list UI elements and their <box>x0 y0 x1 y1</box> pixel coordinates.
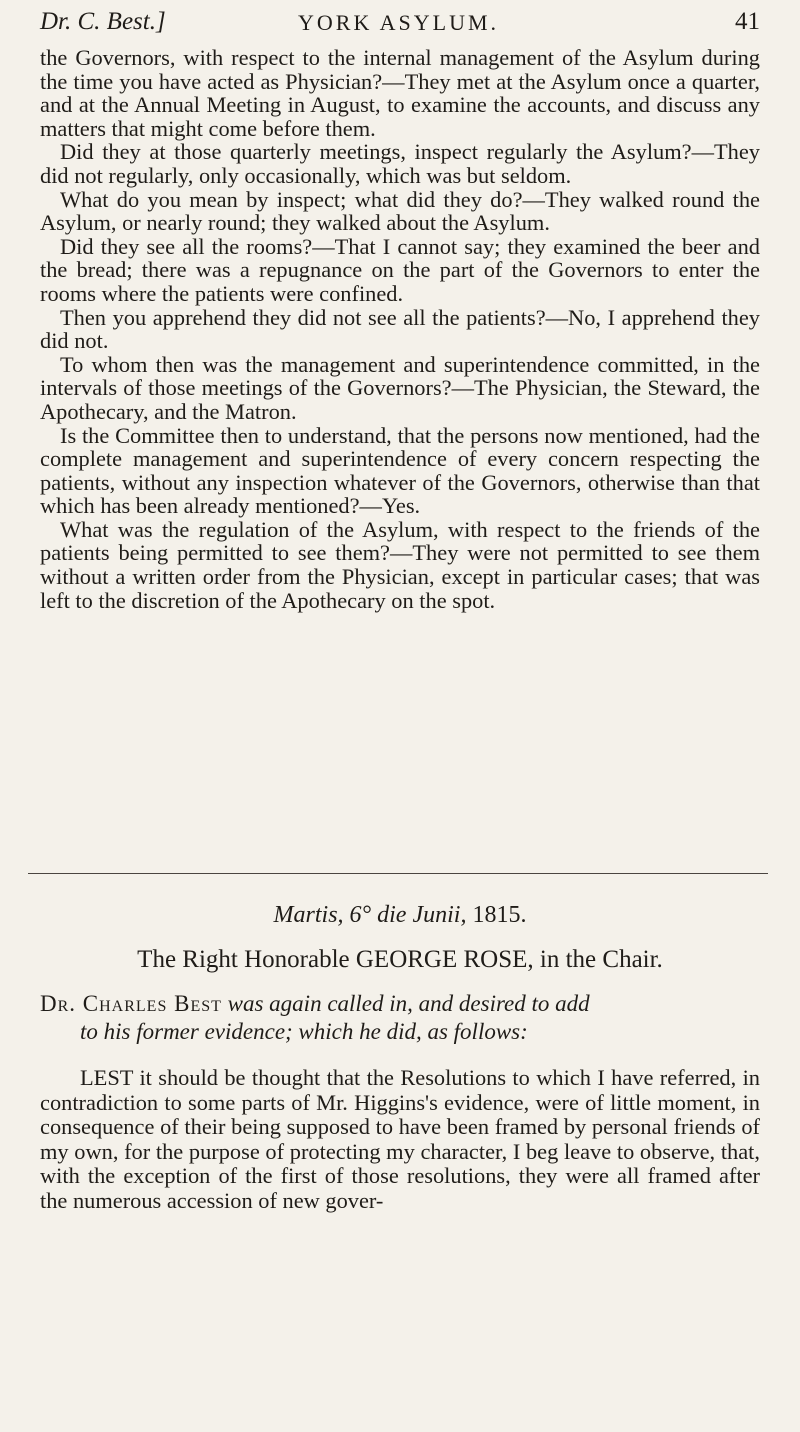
testimony-paragraph: To whom then was the management and superintendence committed, in the intervals of those meetings of the Governors?—The Physician, the Steward, the Apothecary, and the Matron. <box>40 351 760 424</box>
witness-called <box>40 990 760 1046</box>
witness-called-line2: to his former evidence; which he did, as follows: <box>80 1019 528 1044</box>
session-chair: The Right Honorable GEORGE ROSE, in the Chair. <box>137 946 663 973</box>
testimony-paragraph: the Governors, with respect to the internal management of the Asylum during the time you have acted as Physician?—They met at the Asylum once a quarter, and at the Annual Meeting in August, to examine the accounts, and discuss any matters that might come before them. <box>40 45 760 141</box>
session-date <box>0 902 800 929</box>
testimony-paragraph: What was the regulation of the Asylum, with respect to the friends of the patients being permitted to see them?—They were not permitted to see them without a written order from the Physician, except in particular cases; that was left to the discretion of the Apothecary on the spot. <box>40 516 760 613</box>
testimony-paragraph: What do you mean by inspect; what did they do?—They walked round the Asylum, or nearly round; they walked about the Asylum. <box>40 186 760 236</box>
witness-statement <box>40 1066 760 1213</box>
witness-name: Dr. Charles Best <box>40 991 222 1016</box>
page-number: 41 <box>735 8 760 35</box>
testimony-text <box>40 46 760 612</box>
testimony-paragraph: Did they at those quarterly meetings, inspect regularly the Asylum?—They did not regularly, only occasionally, which was but seldom. <box>40 139 760 188</box>
running-header <box>40 8 760 42</box>
header-title: YORK ASYLUM. <box>298 10 500 35</box>
session-date-text: Martis, 6° die Junii, <box>273 902 467 928</box>
statement-paragraph: LEST it should be thought that the Resolutions to which I have referred, in contradiction to some parts of Mr. Higgins's evidence, were of little moment, in consequence of their being supposed to have been framed by personal friends of my own, for the purpose of protecting my character, I beg leave to observe, that, with the exception of the first of those resolutions, they were all framed after the numerous accession of new gover- <box>40 1065 760 1213</box>
session-year: 1815. <box>472 902 527 928</box>
section-divider <box>28 873 768 874</box>
header-author: Dr. C. Best.] <box>40 8 166 35</box>
testimony-paragraph: Is the Committee then to understand, that the persons now mentioned, had the complete management and superintendence of every concern respecting the patients, without any inspection whatever of the Governors, otherwise than that which has been already mentioned?—Yes. <box>40 422 760 519</box>
testimony-paragraph: Then you apprehend they did not see all the patients?—No, I apprehend they did not. <box>40 304 760 354</box>
testimony-paragraph: Did they see all the rooms?—That I cannot say; they examined the beer and the bread; there was a repugnance on the part of the Governors to enter the rooms where the patients were confined. <box>40 233 760 306</box>
witness-called-line1: was again called in, and desired to add <box>227 991 590 1016</box>
